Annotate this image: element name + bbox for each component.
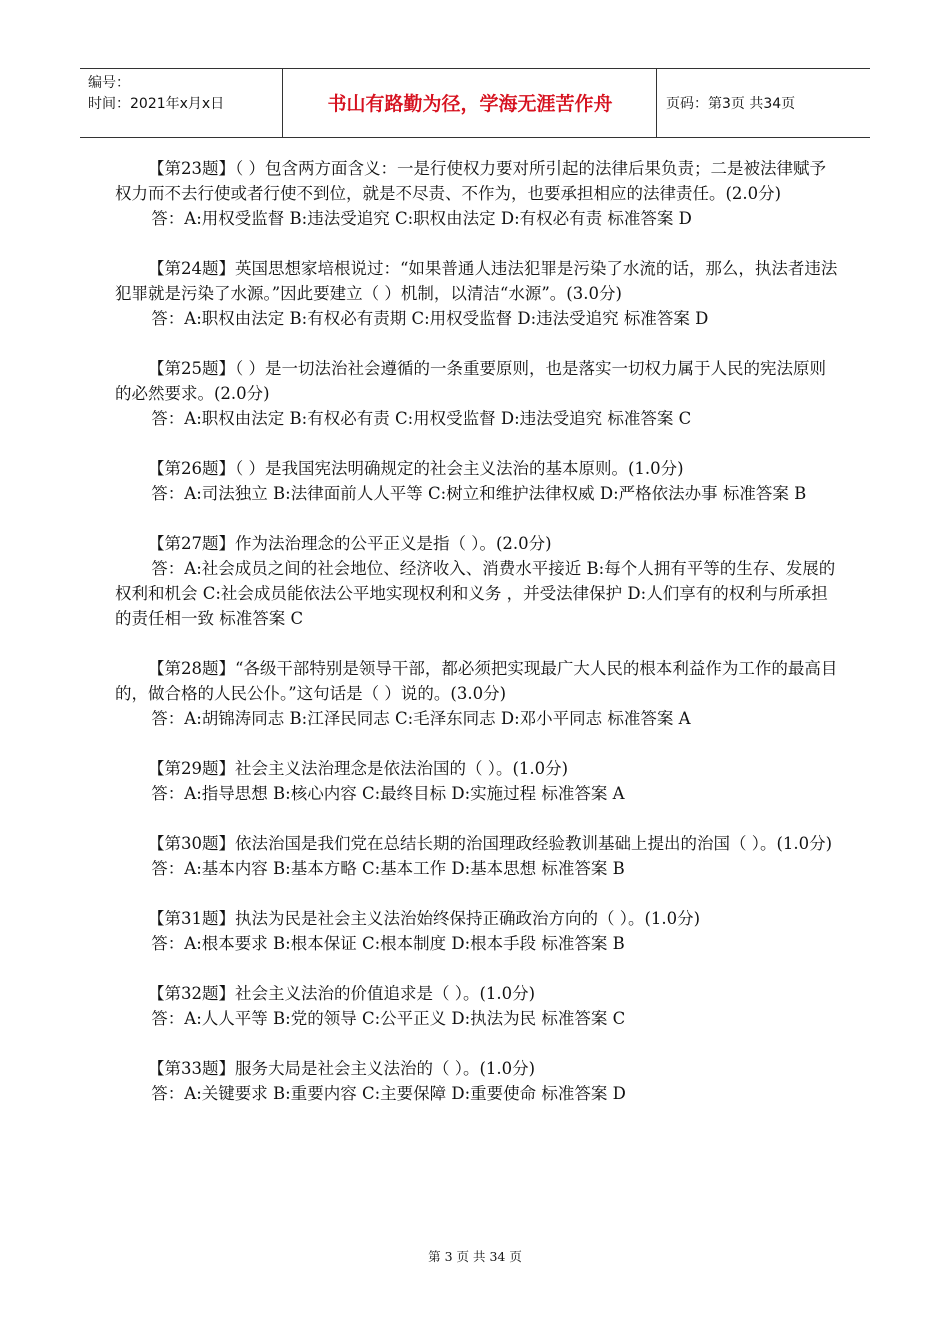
question-item [115,456,839,506]
question-list [115,156,839,1131]
question-answer: 答：A:基本内容 B:基本方略 C:基本工作 D:基本思想 标准答案 B [151,859,625,878]
number-label: 编号： [88,75,130,91]
page-header [80,68,870,138]
question-stem: 【第27题】作为法治理念的公平正义是指（ ）。(2.0分) [148,534,552,553]
page-footer: 第 3 页 共 34 页 [428,1249,522,1264]
question-answer: 答：A:胡锦涛同志 B:江泽民同志 C:毛泽东同志 D:邓小平同志 标准答案 A [151,709,691,728]
question-item [115,156,839,231]
question-answer: 答：A:社会成员之间的社会地位、经济收入、消费水平接近 B:每个人拥有平等的生存、发展的权利和机会 C:社会成员能依法公平地实现权利和义务 ，并受法律保护 D:人们享有的权利与所承担的责任相一致 标准答案 C [115,559,836,628]
header-divider [282,69,283,137]
question-stem: 【第28题】“各级干部特别是领导干部，都必须把实现最广大人民的根本利益作为工作的最高目的，做合格的人民公仆。”这句话是（ ）说的。(3.0分) [115,659,838,703]
question-item [115,981,839,1031]
header-page-info: 页码：第3页 共34页 [666,96,796,112]
question-stem: 【第25题】（ ）是一切法治社会遵循的一条重要原则，也是落实一切权力属于人民的宪法原则的必然要求。(2.0分) [115,359,826,403]
question-item [115,831,839,881]
question-stem: 【第23题】（ ）包含两方面含义：一是行使权力要对所引起的法律后果负责；二是被法律赋予权力而不去行使或者行使不到位，就是不尽责、不作为，也要承担相应的法律责任。(2.0分) [115,159,826,203]
question-stem: 【第32题】社会主义法治的价值追求是（ ）。(1.0分) [148,984,536,1003]
question-answer: 答：A:指导思想 B:核心内容 C:最终目标 D:实施过程 标准答案 A [151,784,625,803]
header-motto: 书山有路勤为径，学海无涯苦作舟 [327,93,613,115]
question-answer: 答：A:人人平等 B:党的领导 C:公平正义 D:执法为民 标准答案 C [151,1009,626,1028]
question-answer: 答：A:关键要求 B:重要内容 C:主要保障 D:重要使命 标准答案 D [151,1084,626,1103]
question-item [115,356,839,431]
question-item [115,906,839,956]
question-answer: 答：A:职权由法定 B:有权必有责 C:用权受监督 D:违法受追究 标准答案 C [151,409,692,428]
question-item [115,256,839,331]
question-item [115,756,839,806]
question-answer: 答：A:根本要求 B:根本保证 C:根本制度 D:根本手段 标准答案 B [151,934,625,953]
question-answer: 答：A:司法独立 B:法律面前人人平等 C:树立和维护法律权威 D:严格依法办事 标准答案 B [151,484,807,503]
question-stem: 【第33题】服务大局是社会主义法治的（ ）。(1.0分) [148,1059,536,1078]
question-item [115,656,839,731]
question-stem: 【第30题】依法治国是我们党在总结长期的治国理政经验教训基础上提出的治国（ ）。(1.0分) [148,834,833,853]
question-stem: 【第29题】社会主义法治理念是依法治国的（ ）。(1.0分) [148,759,569,778]
question-item [115,1056,839,1106]
question-stem: 【第31题】执法为民是社会主义法治始终保持正确政治方向的（ ）。(1.0分) [148,909,701,928]
question-stem: 【第24题】英国思想家培根说过：“如果普通人违法犯罪是污染了水流的话，那么，执法者违法犯罪就是污染了水源。”因此要建立（ ）机制，以清洁“水源”。(3.0分) [115,259,838,303]
question-answer: 答：A:用权受监督 B:违法受追究 C:职权由法定 D:有权必有责 标准答案 D [151,209,692,228]
date-label: 时间：2021年x月x日 [88,96,225,112]
question-item [115,531,839,631]
header-left-cell [88,73,278,115]
question-answer: 答：A:职权由法定 B:有权必有责期 C:用权受监督 D:违法受追究 标准答案 D [151,309,709,328]
header-divider [656,69,657,137]
question-stem: 【第26题】（ ）是我国宪法明确规定的社会主义法治的基本原则。(1.0分) [148,459,684,478]
